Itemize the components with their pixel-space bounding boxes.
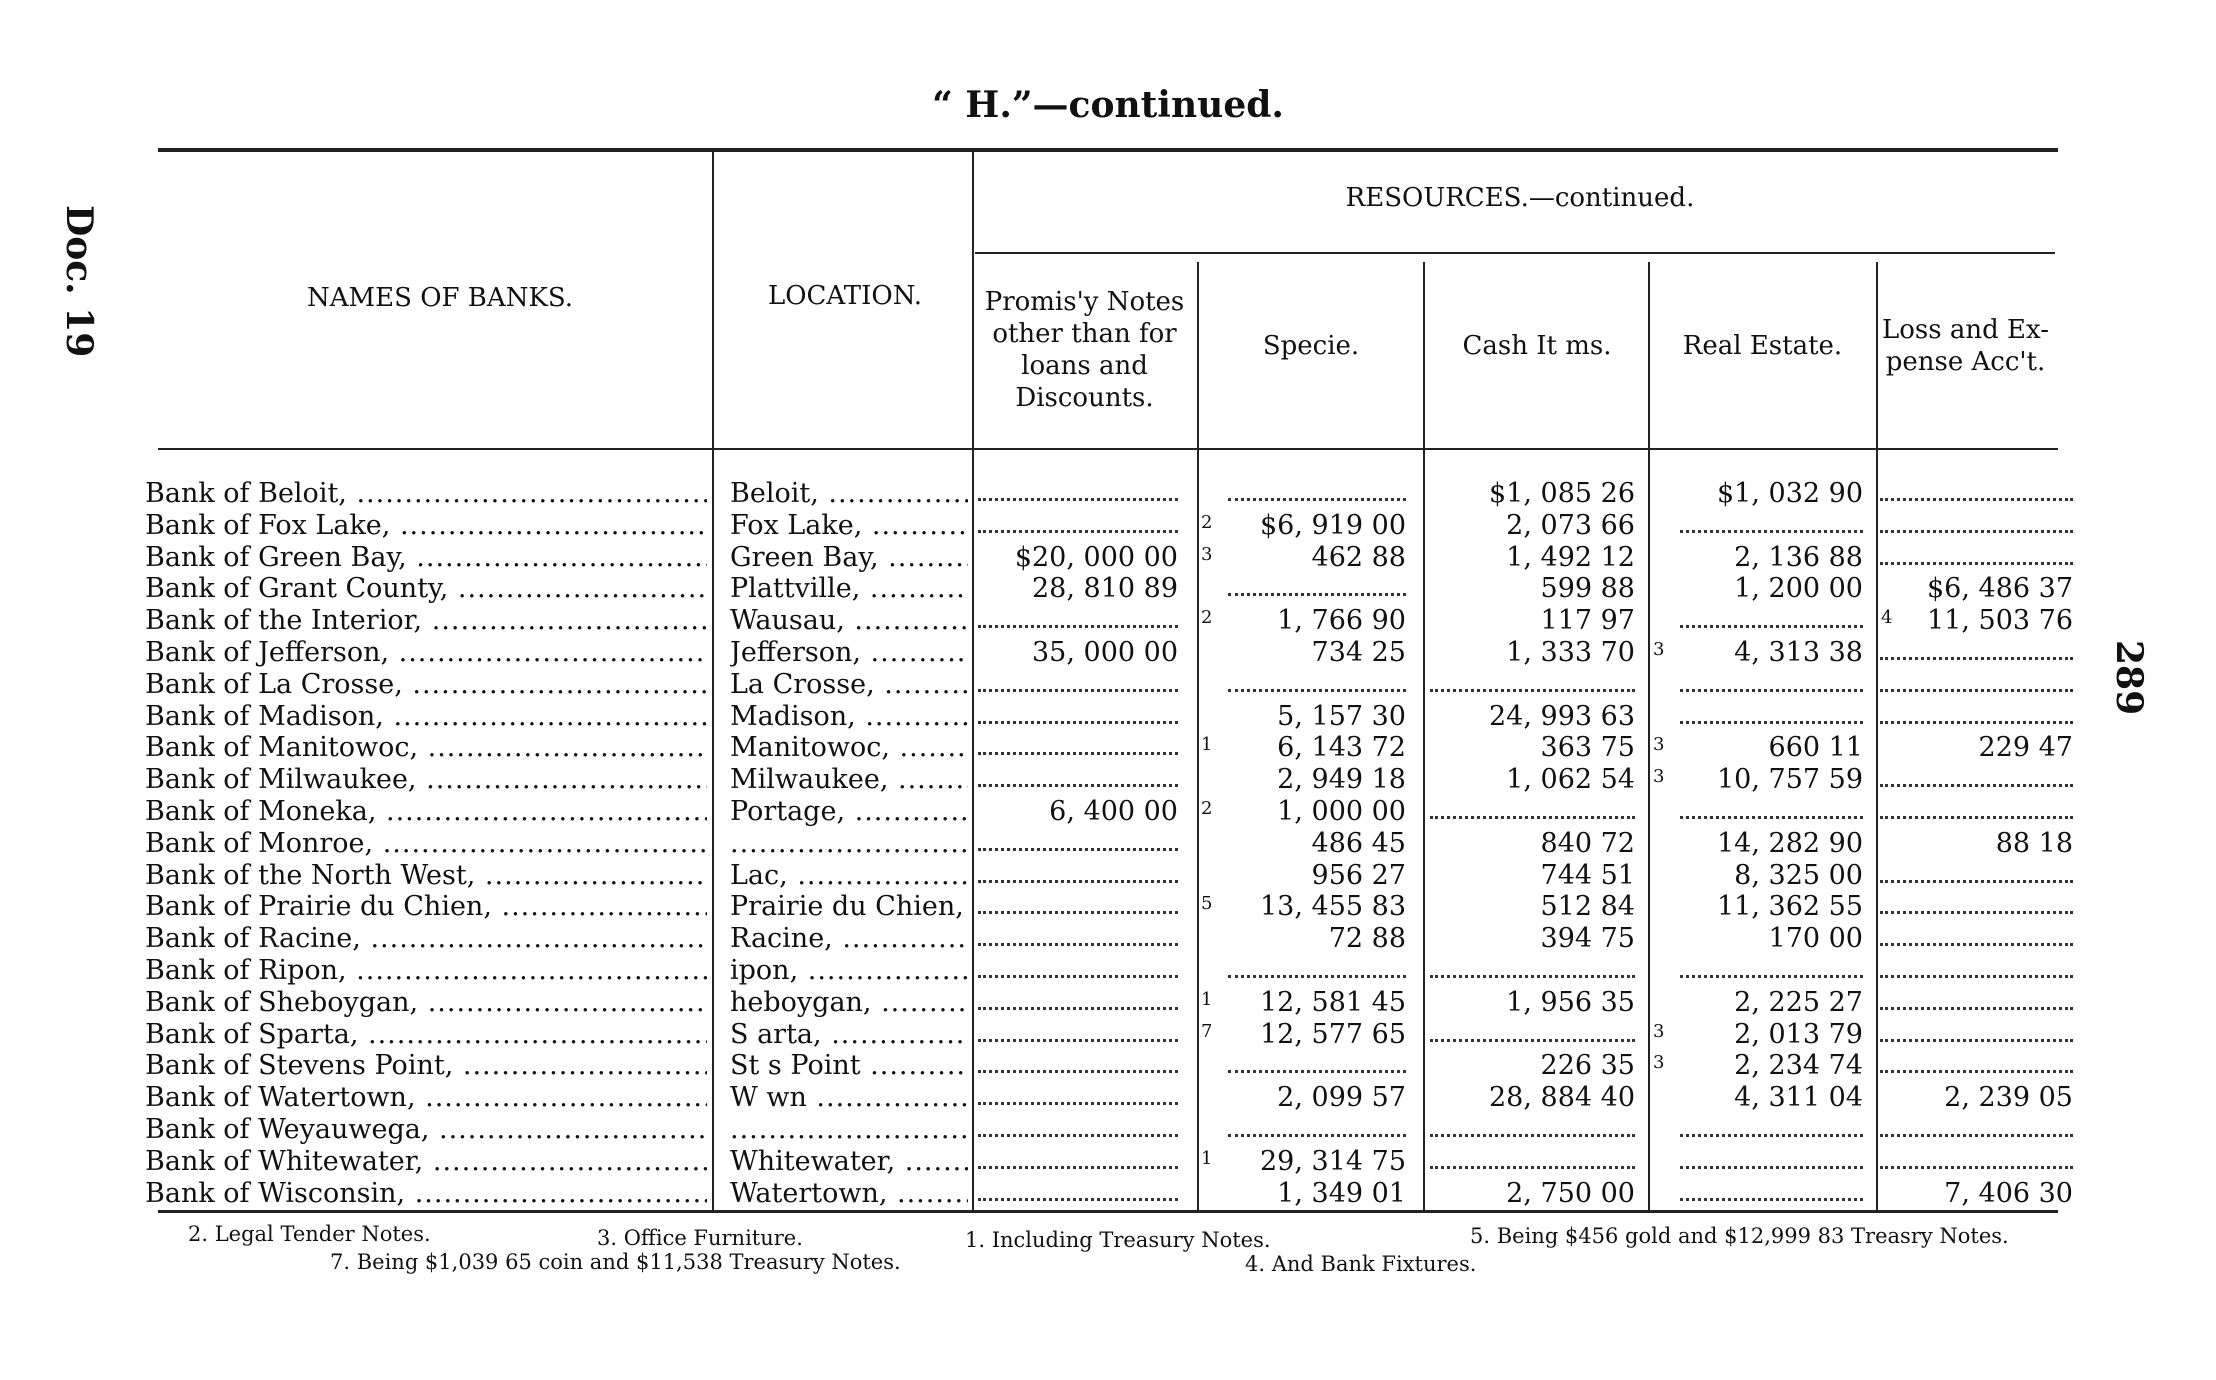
- row-4-loss_mark: 4: [1881, 607, 1893, 629]
- row-10-name: Bank of Moneka, .....: [145, 796, 707, 828]
- row-19-loss: 2, 239 05: [1944, 1082, 2073, 1114]
- row-12-name: Bank of the North West, .....: [145, 860, 707, 892]
- row-22-location: Watertown, .....: [730, 1178, 968, 1210]
- row-11-notes: [978, 828, 1178, 851]
- row-1-specie_mark: 2: [1201, 511, 1213, 533]
- row-20-real: [1680, 1114, 1863, 1137]
- row-13-cash: 512 84: [1540, 891, 1635, 923]
- row-7-specie: 5, 157 30: [1277, 700, 1406, 732]
- row-9-name: Bank of Milwaukee, .....: [145, 764, 707, 796]
- header-loss-expense: Loss and Ex-pense Acc't.: [1882, 315, 2049, 377]
- row-22-loss: 7, 406 30: [1944, 1177, 2073, 1209]
- row-17-location: S arta, .....: [730, 1019, 968, 1051]
- row-12-specie: 956 27: [1311, 859, 1406, 891]
- row-15-loss: [1880, 955, 2073, 978]
- row-8-location: Manitowoc, .....: [730, 732, 968, 764]
- row-0-loss: [1880, 478, 2073, 501]
- row-5-specie: 734 25: [1311, 637, 1406, 668]
- row-17-name: Bank of Sparta, .....: [145, 1019, 707, 1051]
- row-2-specie_mark: 3: [1201, 543, 1213, 565]
- row-11-name: Bank of Monroe, .....: [145, 828, 707, 860]
- row-15-name: Bank of Ripon, .....: [145, 955, 707, 987]
- row-22-real: [1680, 1178, 1863, 1201]
- row-11-loss: 88 18: [1995, 827, 2073, 859]
- header-promissory-notes: Promis'y Notes other than for loans and Discounts.: [984, 287, 1185, 413]
- row-6-specie: [1228, 669, 1406, 692]
- row-19-notes: [978, 1082, 1178, 1105]
- divider-specie: [1423, 262, 1425, 1210]
- row-5-cash: 1, 333 70: [1506, 637, 1635, 668]
- row-14-loss: [1880, 923, 2073, 946]
- row-12-cash: 744 51: [1540, 859, 1635, 891]
- row-16-specie_mark: 1: [1201, 988, 1213, 1010]
- row-0-cash: $1, 085 26: [1489, 478, 1635, 509]
- row-17-specie_mark: 7: [1201, 1020, 1213, 1042]
- page-title: “ H.”—continued.: [932, 84, 1284, 126]
- row-4-cash: 117 97: [1540, 605, 1635, 637]
- row-0-name: Bank of Beloit, .....: [145, 478, 707, 510]
- header-location: LOCATION.: [767, 281, 923, 311]
- row-21-location: Whitewater, .....: [730, 1146, 968, 1178]
- row-6-real: [1680, 669, 1863, 692]
- row-3-name: Bank of Grant County, .....: [145, 573, 707, 605]
- row-3-location: Plattville, .....: [730, 573, 968, 605]
- row-13-specie: 13, 455 83: [1260, 891, 1406, 923]
- header-names: NAMES OF BANKS.: [306, 283, 574, 313]
- row-11-location: [730, 828, 968, 860]
- divider-names: [712, 152, 714, 1210]
- row-4-real: [1680, 605, 1863, 628]
- row-14-specie: 72 88: [1328, 923, 1406, 955]
- row-19-cash: 28, 884 40: [1489, 1082, 1635, 1114]
- header-real-estate: Real Estate.: [1682, 331, 1843, 361]
- top-rule: [158, 148, 2058, 152]
- row-9-notes: [978, 764, 1178, 787]
- row-1-cash: 2, 073 66: [1506, 509, 1635, 541]
- header-cash-items: Cash It ms.: [1462, 331, 1612, 361]
- header-specie: Specie.: [1262, 331, 1360, 361]
- row-17-notes: [978, 1019, 1178, 1042]
- row-16-location: heboygan, .....: [730, 987, 968, 1019]
- row-15-cash: [1430, 955, 1635, 978]
- divider-real: [1876, 262, 1878, 1210]
- row-4-name: Bank of the Interior, .....: [145, 605, 707, 637]
- row-10-cash: [1430, 796, 1635, 819]
- row-19-real: 4, 311 04: [1734, 1082, 1863, 1114]
- row-1-name: Bank of Fox Lake, .....: [145, 510, 707, 542]
- row-21-name: Bank of Whitewater, .....: [145, 1146, 707, 1178]
- row-2-location: Green Bay, .....: [730, 542, 968, 574]
- row-2-loss: [1880, 542, 2073, 565]
- row-6-name: Bank of La Crosse, .....: [145, 669, 707, 701]
- row-14-cash: 394 75: [1540, 923, 1635, 955]
- row-5-notes: 35, 000 00: [1032, 637, 1178, 668]
- row-3-real: 1, 200 00: [1734, 573, 1863, 605]
- row-6-location: La Crosse, .....: [730, 669, 968, 701]
- row-9-cash: 1, 062 54: [1506, 764, 1635, 796]
- row-20-notes: [978, 1114, 1178, 1137]
- row-8-notes: [978, 732, 1178, 755]
- row-4-specie_mark: 2: [1201, 607, 1213, 629]
- divider-notes: [1197, 262, 1199, 1210]
- row-1-specie: $6, 919 00: [1260, 509, 1406, 541]
- row-10-notes: 6, 400 00: [1049, 796, 1178, 827]
- row-19-specie: 2, 099 57: [1277, 1082, 1406, 1114]
- row-13-location: Prairie du Chien, .....: [730, 891, 968, 923]
- row-17-cash: [1430, 1019, 1635, 1042]
- row-8-specie: 6, 143 72: [1277, 732, 1406, 764]
- row-7-real: [1680, 701, 1863, 724]
- row-17-real: 2, 013 79: [1734, 1018, 1863, 1050]
- footnote-5: 5. Being $456 gold and $12,999 83 Treasry Notes.: [1470, 1224, 2009, 1248]
- row-7-cash: 24, 993 63: [1489, 700, 1635, 732]
- row-0-specie: [1228, 478, 1406, 501]
- row-16-name: Bank of Sheboygan, .....: [145, 987, 707, 1019]
- row-14-location: Racine, .....: [730, 923, 968, 955]
- row-8-cash: 363 75: [1540, 732, 1635, 764]
- row-6-loss: [1880, 669, 2073, 692]
- row-9-location: Milwaukee, .....: [730, 764, 968, 796]
- row-10-loss: [1880, 796, 2073, 819]
- row-13-name: Bank of Prairie du Chien, .....: [145, 891, 707, 923]
- row-17-loss: [1880, 1019, 2073, 1042]
- table-bottom-rule: [158, 1210, 2058, 1213]
- row-21-loss: [1880, 1146, 2073, 1169]
- row-16-cash: 1, 956 35: [1506, 986, 1635, 1018]
- row-16-real: 2, 225 27: [1734, 986, 1863, 1018]
- row-10-specie_mark: 2: [1201, 798, 1213, 819]
- row-5-real: 4, 313 38: [1734, 637, 1863, 668]
- row-7-notes: [978, 701, 1178, 724]
- row-2-specie: 462 88: [1311, 541, 1406, 573]
- row-13-specie_mark: 5: [1201, 893, 1213, 915]
- row-18-location: St s Point .....: [730, 1050, 968, 1082]
- row-16-specie: 12, 581 45: [1260, 986, 1406, 1018]
- row-13-real: 11, 362 55: [1717, 891, 1863, 923]
- row-15-location: ipon, .....: [730, 955, 968, 987]
- row-18-loss: [1880, 1050, 2073, 1073]
- row-3-notes: 28, 810 89: [1032, 573, 1178, 605]
- row-6-notes: [978, 669, 1178, 692]
- row-8-specie_mark: 1: [1201, 734, 1213, 756]
- row-18-name: Bank of Stevens Point, .....: [145, 1050, 707, 1082]
- row-21-specie: 29, 314 75: [1260, 1145, 1406, 1177]
- row-11-specie: 486 45: [1311, 827, 1406, 859]
- row-18-real_mark: 3: [1653, 1052, 1665, 1074]
- row-5-real_mark: 3: [1653, 639, 1665, 660]
- row-21-notes: [978, 1146, 1178, 1169]
- row-21-real: [1680, 1146, 1863, 1169]
- row-20-loss: [1880, 1114, 2073, 1137]
- row-11-real: 14, 282 90: [1717, 827, 1863, 859]
- row-18-real: 2, 234 74: [1734, 1050, 1863, 1082]
- row-15-specie: [1228, 955, 1406, 978]
- row-12-real: 8, 325 00: [1734, 859, 1863, 891]
- footnote-3: 3. Office Furniture.: [597, 1226, 803, 1250]
- row-13-loss: [1880, 891, 2073, 914]
- row-3-loss: $6, 486 37: [1927, 573, 2073, 605]
- row-8-real_mark: 3: [1653, 734, 1665, 756]
- row-1-location: Fox Lake, .....: [730, 510, 968, 542]
- row-21-specie_mark: 1: [1201, 1147, 1213, 1169]
- row-20-cash: [1430, 1114, 1635, 1137]
- row-2-notes: $20, 000 00: [1014, 541, 1178, 573]
- row-8-loss: 229 47: [1978, 732, 2073, 764]
- row-3-specie: [1228, 573, 1406, 596]
- row-5-loss: [1880, 637, 2073, 660]
- row-18-specie: [1228, 1050, 1406, 1073]
- side-document-label: Doc. 19: [58, 205, 100, 358]
- footnote-4: 4. And Bank Fixtures.: [1245, 1252, 1477, 1276]
- row-16-notes: [978, 987, 1178, 1010]
- row-14-real: 170 00: [1768, 923, 1863, 955]
- row-22-specie: 1, 349 01: [1277, 1177, 1406, 1209]
- row-20-specie: [1228, 1114, 1406, 1137]
- row-22-name: Bank of Wisconsin, .....: [145, 1178, 707, 1210]
- row-18-cash: 226 35: [1540, 1050, 1635, 1082]
- resources-underline: [975, 252, 2055, 254]
- row-14-notes: [978, 923, 1178, 946]
- row-12-location: Lac, .....: [730, 860, 968, 892]
- row-15-notes: [978, 955, 1178, 978]
- row-1-real: [1680, 510, 1863, 533]
- row-9-loss: [1880, 764, 2073, 787]
- row-19-name: Bank of Watertown, .....: [145, 1082, 707, 1114]
- row-10-location: Portage, .....: [730, 796, 968, 828]
- row-2-cash: 1, 492 12: [1506, 541, 1635, 573]
- row-1-loss: [1880, 510, 2073, 533]
- row-22-notes: [978, 1178, 1178, 1201]
- row-5-location: Jefferson, .....: [730, 637, 968, 669]
- row-6-cash: [1430, 669, 1635, 692]
- row-12-loss: [1880, 860, 2073, 883]
- row-13-notes: [978, 891, 1178, 914]
- row-5-name: Bank of Jefferson, .....: [145, 637, 707, 669]
- row-15-real: [1680, 955, 1863, 978]
- row-7-loss: [1880, 701, 2073, 724]
- row-0-notes: [978, 478, 1178, 501]
- row-11-cash: 840 72: [1540, 827, 1635, 859]
- row-7-location: Madison, .....: [730, 701, 968, 733]
- row-9-specie: 2, 949 18: [1277, 764, 1406, 796]
- row-3-cash: 599 88: [1540, 573, 1635, 605]
- row-17-real_mark: 3: [1653, 1020, 1665, 1042]
- header-resources: RESOURCES.—continued.: [1345, 183, 1695, 213]
- row-2-real: 2, 136 88: [1734, 541, 1863, 573]
- row-10-real: [1680, 796, 1863, 819]
- row-8-real: 660 11: [1768, 732, 1863, 764]
- row-4-location: Wausau, .....: [730, 605, 968, 637]
- row-14-name: Bank of Racine, .....: [145, 923, 707, 955]
- row-20-name: Bank of Weyauwega, .....: [145, 1114, 707, 1146]
- row-20-location: [730, 1114, 968, 1146]
- row-10-specie: 1, 000 00: [1277, 796, 1406, 827]
- footnote-2: 2. Legal Tender Notes.: [188, 1222, 431, 1246]
- footnote-1: 1. Including Treasury Notes.: [965, 1228, 1271, 1252]
- row-4-specie: 1, 766 90: [1277, 605, 1406, 637]
- row-2-name: Bank of Green Bay, .....: [145, 542, 707, 574]
- page-number: 289: [2108, 640, 2150, 716]
- row-17-specie: 12, 577 65: [1260, 1018, 1406, 1050]
- row-7-name: Bank of Madison, .....: [145, 701, 707, 733]
- row-18-notes: [978, 1050, 1178, 1073]
- row-16-loss: [1880, 987, 2073, 1010]
- row-9-real_mark: 3: [1653, 766, 1665, 788]
- divider-cash: [1648, 262, 1650, 1210]
- row-12-notes: [978, 860, 1178, 883]
- row-0-location: Beloit, .....: [730, 478, 968, 510]
- row-4-loss: 11, 503 76: [1927, 605, 2073, 637]
- row-4-notes: [978, 605, 1178, 628]
- header-bottom-rule: [158, 448, 2058, 450]
- row-9-real: 10, 757 59: [1717, 764, 1863, 796]
- row-21-cash: [1430, 1146, 1635, 1169]
- row-19-location: W wn .....: [730, 1082, 968, 1114]
- row-22-cash: 2, 750 00: [1506, 1177, 1635, 1209]
- row-1-notes: [978, 510, 1178, 533]
- row-0-real: $1, 032 90: [1717, 478, 1863, 509]
- row-8-name: Bank of Manitowoc, .....: [145, 732, 707, 764]
- footnote-7: 7. Being $1,039 65 coin and $11,538 Treasury Notes.: [330, 1250, 901, 1274]
